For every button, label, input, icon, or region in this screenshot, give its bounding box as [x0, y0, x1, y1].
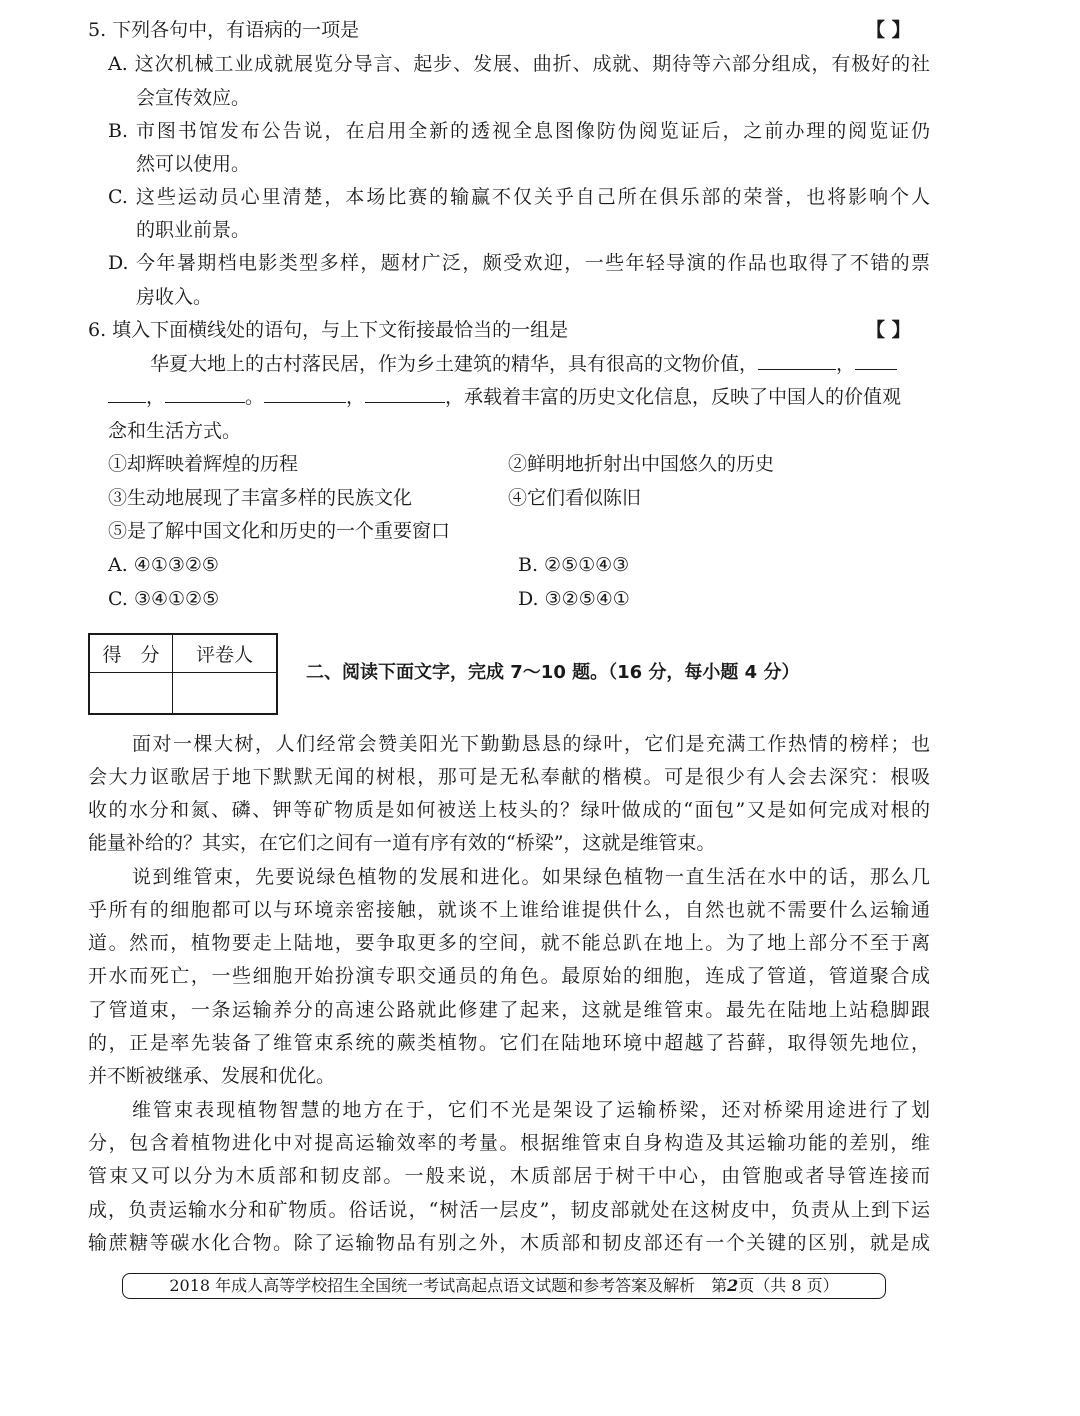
q6-choice-b: B. ②⑤①④③ — [518, 554, 630, 576]
score-header: 得 分 — [90, 635, 173, 673]
q6-choice-a: A. ④①③②⑤ — [108, 554, 219, 576]
q6-choice-d: D. ③②⑤④① — [518, 588, 630, 610]
q6-passage-line1 — [150, 351, 897, 377]
score-table — [88, 633, 278, 715]
reading-line-14: 管束又可以分为木质部和韧皮部。一般来说，木质部居于树干中心，由管胞或者导管连接而 — [88, 1165, 930, 1187]
q6-passage-line3: 念和生活方式。 — [108, 420, 242, 442]
reading-line-9: 了管道束，一条运输养分的高速公路就此修建了起来，这就是维管束。最先在陆地上站稳脚跟 — [88, 999, 930, 1021]
q6-passage-line2 — [108, 384, 901, 410]
q6-item-1: ①却辉映着辉煌的历程 — [108, 453, 299, 475]
reading-line-2: 会大力讴歌居于地下默默无闻的树根，那可是无私奉献的楷模。可是很少有人会去深究：根吸 — [88, 766, 930, 788]
q5-option-d-line2: 房收入。 — [136, 286, 213, 308]
reading-line-6: 乎所有的细胞都可以与环境亲密接触，就谈不上谁给谁提供什么，自然也就不需要什么运输通 — [88, 899, 930, 921]
q5-option-a-line1: A. 这次机械工业成就展览分导言、起步、发展、曲折、成就、期待等六部分组成，有极好的社 — [108, 53, 930, 75]
reading-line-10: 的，正是率先装备了维管束系统的蕨类植物。它们在陆地环境中超越了苔藓，取得领先地位， — [88, 1032, 930, 1054]
q5-option-c-line2: 的职业前景。 — [136, 219, 251, 241]
fill-blank-2-end[interactable] — [108, 384, 146, 403]
reading-line-5: 说到维管束，先要说绿色植物的发展和进化。如果绿色植物一直生活在水中的话，那么几 — [132, 866, 930, 888]
footer-page-total: 页（共 8 页） — [738, 1276, 839, 1295]
q6-answer-bracket: 【 】 — [866, 319, 911, 341]
fill-blank-4[interactable] — [264, 384, 346, 403]
q6-passage-text2: ，承载着丰富的历史文化信息，反映了中国人的价值观 — [445, 386, 902, 408]
q5-option-c-line1: C. 这些运动员心里清楚，本场比赛的输赢不仅关乎自己所在俱乐部的荣誉，也将影响个人 — [108, 186, 930, 208]
footer-title: 2018 年成人高等学校招生全国统一考试高起点语文试题和参考答案及解析 第 — [169, 1276, 728, 1295]
q6-choice-c: C. ③④①②⑤ — [108, 588, 220, 610]
q6-comma-1: ， — [836, 353, 856, 375]
grader-cell[interactable] — [173, 673, 276, 713]
reading-line-3: 收的水分和氮、磷、钾等矿物质是如何被送上枝头的？绿叶做成的“面包”又是如何完成对根的 — [88, 799, 930, 821]
footer-page-number: 2 — [727, 1276, 739, 1295]
score-cell[interactable] — [90, 673, 173, 713]
q6-item-2: ②鲜明地折射出中国悠久的历史 — [508, 453, 775, 475]
q6-comma-3: ， — [346, 386, 366, 408]
reading-line-1: 面对一棵大树，人们经常会赞美阳光下勤勤恳恳的绿叶，它们是充满工作热情的榜样；也 — [132, 733, 930, 755]
reading-line-13: 分，包含着植物进化中对提高运输效率的考量。根据维管束自身构造及其运输功能的差别，维 — [88, 1132, 930, 1154]
q5-option-b-line1: B. 市图书馆发布公告说，在启用全新的透视全息图像防伪阅览证后，之前办理的阅览证仍 — [108, 120, 930, 142]
fill-blank-2-start[interactable] — [855, 351, 897, 370]
reading-line-7: 道。然而，植物要走上陆地，要争取更多的空间，就不能总趴在地上。为了地上部分不至于离 — [88, 932, 930, 954]
reading-line-4: 能量补给的？其实，在它们之间有一道有序有效的“桥梁”，这就是维管束。 — [88, 832, 716, 854]
section-2-heading: 二、阅读下面文字，完成 7～10 题。（16 分，每小题 4 分） — [306, 662, 800, 683]
reading-line-15: 成，负责运输水分和矿物质。俗话说，“树活一层皮”，韧皮部就处在这树皮中，负责从上到下运 — [88, 1199, 930, 1221]
fill-blank-5[interactable] — [365, 384, 445, 403]
q5-stem: 5. 下列各句中，有语病的一项是 — [88, 19, 360, 41]
q6-comma-2: ， — [146, 386, 166, 408]
reading-line-11: 并不断被继承、发展和优化。 — [88, 1065, 336, 1087]
grader-header: 评卷人 — [173, 635, 276, 673]
q6-item-5: ⑤是了解中国文化和历史的一个重要窗口 — [108, 520, 451, 542]
page-footer — [122, 1273, 886, 1299]
reading-line-8: 开水而死亡，一些细胞开始扮演专职交通员的角色。最原始的细胞，连成了管道，管道聚合成 — [88, 965, 930, 987]
q6-stem: 6. 填入下面横线处的语句，与上下文衔接最恰当的一组是 — [88, 319, 569, 341]
fill-blank-1[interactable] — [758, 351, 836, 370]
q6-passage-text1: 华夏大地上的古村落民居，作为乡土建筑的精华，具有很高的文物价值， — [150, 353, 759, 375]
reading-line-16: 输蔗糖等碳水化合物。除了运输物品有别之外，木质部和韧皮部还有一个关键的区别，就是成 — [88, 1232, 930, 1254]
q5-answer-bracket: 【 】 — [866, 19, 911, 41]
q5-option-a-line2: 会宣传效应。 — [136, 87, 251, 109]
q5-option-b-line2: 然可以使用。 — [136, 153, 251, 175]
reading-line-12: 维管束表现植物智慧的地方在于，它们不光是架设了运输桥梁，还对桥梁用途进行了划 — [132, 1099, 930, 1121]
q6-period-1: 。 — [245, 386, 265, 408]
fill-blank-3[interactable] — [165, 384, 245, 403]
q6-item-3: ③生动地展现了丰富多样的民族文化 — [108, 487, 413, 509]
q5-option-d-line1: D. 今年暑期档电影类型多样，题材广泛，颇受欢迎，一些年轻导演的作品也取得了不错的票 — [108, 252, 930, 274]
q6-item-4: ④它们看似陈旧 — [508, 487, 642, 509]
